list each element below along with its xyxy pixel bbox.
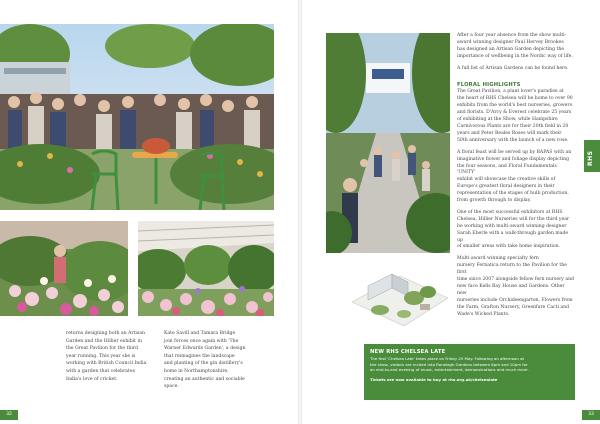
left-column-2 xyxy=(164,330,276,391)
left-page-number: 32 xyxy=(0,410,18,420)
right-article-text xyxy=(457,33,575,324)
show-avenue-photo xyxy=(326,33,450,253)
floral-paragraph-4: Multi-award winning specialty fern nursery Fernatica return to the Pavilion for the first time since 2007 alongside fellow fern nursery and new face Kells Bay House and Gardens. Other new nurseries include Orchideengarten, Flowers from the Farm, Grafton Nursery, Greenfare Cacti and Wade's Wicked Plants. xyxy=(457,256,574,317)
floral-display-photo xyxy=(0,221,128,316)
promo-body: The first 'Chelsea Late' takes place on Friday 25 May. Following an afternoon at the show, visitors are invited into Ranelagh Gardens between 6pm and 10pm for an end-to-end evening of music, entertainment, demonstrations and much more. xyxy=(370,356,529,373)
rhs-side-tab xyxy=(584,140,600,172)
floral-highlights-heading: FLORAL HIGHLIGHTS xyxy=(457,81,521,88)
left-column-1-text: returns designing both an Artisan Garden and the Hillier exhibit in the Great Pavilion for the third year running. This year she is working with British Council India with a garden that celebrates India's love of cricket. xyxy=(66,331,147,382)
left-column-1 xyxy=(66,330,154,383)
right-page-number: 33 xyxy=(582,410,600,420)
promo-tickets-link[interactable]: Tickets are now available to buy at rhs.org.uk/chelsealate xyxy=(370,376,498,382)
promo-heading: NEW RHS CHELSEA LATE xyxy=(370,349,446,355)
artisan-gardens-link[interactable]: A full list of Artisan Gardens can be found here. xyxy=(457,65,569,71)
rhs-side-tab-label: RHS xyxy=(587,150,594,166)
crowd-garden-photo xyxy=(0,24,274,210)
chelsea-late-promo-box xyxy=(364,344,575,400)
floral-paragraph-3: One of the most successful exhibitors at RHS Chelsea, Hillier Nurseries will for the third year be working with multi-award winning designer Sarah Eberle with a walk-through garden made up of smaller areas with take home inspiration. xyxy=(457,209,570,250)
intro-paragraph: After a four year absence from the show multi- award winning designer Paul Hervey Brookes has designed an Artisan Garden depicting the importance of wellbeing in the Nordic way of life. xyxy=(457,33,573,59)
left-column-2-text: Kate Savill and Tamara Bridge join forces once again with 'The Warner Edwards Garden', a design that reimagines the landscape and planting of the gin distillery's home in Northamptonshire, creating an authentic and sociable space. xyxy=(164,331,246,390)
floral-paragraph-2: A floral feast will be served up by BAPAS with an imaginative flower and foliage display depicting the four seasons, and Floral Fundamentals 'UNITY' exhibit will showcase the creative skills of Europe's greatest floral designers in their representation of the stages of bulb production, from growth through to display. xyxy=(457,149,572,204)
floral-paragraph-1: The Great Pavilion, a plant lover's paradise at the heart of RHS Chelsea will be home to over 90 exhibits from the world's best nurseries, growers and florists. D'Arcy & Everest celebrate 25 years of exhibiting at the Show, while Hampshire Carnivorous Plants are for their 20th field in 20 years and Peter Beales Roses will mark their 50th anniversary with the launch of a new rose. xyxy=(457,89,573,143)
garden-illustration xyxy=(348,254,452,334)
pavilion-planting-photo xyxy=(138,221,274,316)
